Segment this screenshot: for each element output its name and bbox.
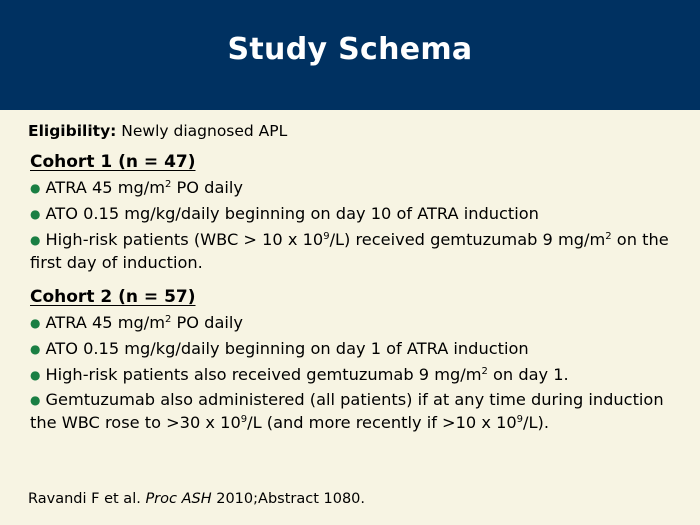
title-banner — [0, 0, 700, 110]
cohort-2-bullet-2 — [30, 338, 680, 361]
text: on the first day of induction. — [30, 230, 669, 272]
text: ATRA 45 mg/m — [45, 313, 166, 332]
bullet-icon: ● — [30, 207, 41, 221]
text: /L) received gemtuzumab 9 mg/m — [329, 230, 606, 249]
text: High-risk patients also received gemtuzumab 9 mg/m — [45, 365, 482, 384]
cohort-2-heading: Cohort 2 (n = 57) — [30, 287, 196, 307]
cohort-1-bullet-1 — [30, 177, 680, 200]
text: PO daily — [171, 178, 243, 197]
text: PO daily — [171, 313, 243, 332]
cohort-1-bullet-3 — [30, 229, 680, 274]
superscript: 2 — [481, 366, 488, 377]
text: /L). — [523, 413, 549, 432]
text: High-risk patients (WBC > 10 x 10 — [45, 230, 324, 249]
superscript: 9 — [516, 414, 524, 425]
citation — [28, 491, 365, 507]
eligibility-label: Eligibility: — [28, 122, 117, 140]
eligibility-value: Newly diagnosed APL — [116, 122, 288, 140]
text: ATRA 45 mg/m — [45, 178, 166, 197]
text: ATO 0.15 mg/kg/daily beginning on day 10 of ATRA induction — [45, 204, 539, 223]
superscript: 9 — [240, 414, 248, 425]
citation-details: 2010;Abstract 1080. — [211, 491, 366, 507]
bullet-icon: ● — [30, 181, 41, 195]
cohort-2-bullet-1 — [30, 312, 680, 335]
citation-journal: Proc ASH — [145, 491, 212, 507]
citation-authors: Ravandi F et al. — [28, 491, 146, 507]
cohort-1-bullet-2 — [30, 203, 680, 226]
cohort-2-bullet-3 — [30, 364, 680, 387]
bullet-icon: ● — [30, 393, 41, 407]
eligibility-line — [28, 122, 287, 140]
slide-title: Study Schema — [227, 32, 473, 67]
bullet-icon: ● — [30, 316, 41, 330]
superscript: 2 — [165, 179, 172, 190]
superscript: 2 — [165, 314, 172, 325]
text: ATO 0.15 mg/kg/daily beginning on day 1 of ATRA induction — [45, 339, 529, 358]
bullet-icon: ● — [30, 233, 41, 247]
text: Gemtuzumab also administered (all patients) if at any time during induction the WBC rose to >30 x 10 — [30, 390, 664, 432]
bullet-icon: ● — [30, 342, 41, 356]
text: on day 1. — [487, 365, 569, 384]
bullet-icon: ● — [30, 368, 41, 382]
cohort-1-heading: Cohort 1 (n = 47) — [30, 152, 196, 172]
superscript: 9 — [323, 231, 330, 242]
superscript: 2 — [605, 231, 612, 242]
cohort-2-bullet-4 — [30, 389, 680, 434]
text: /L (and more recently if >10 x 10 — [247, 413, 517, 432]
